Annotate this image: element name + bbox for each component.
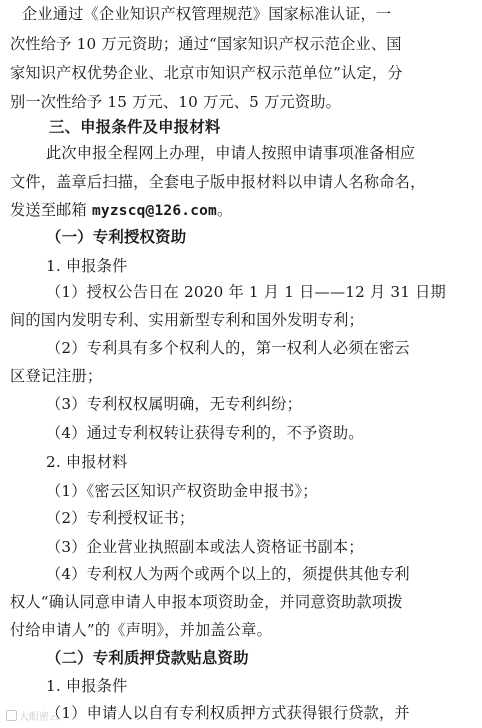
section-heading-3: 三、申报条件及申报材料 <box>49 118 221 136</box>
email-line <box>10 200 232 221</box>
paragraph-line: （3）企业营业执照副本或法人资格证书副本； <box>46 538 364 556</box>
email-prefix-text: 发送至邮箱 <box>10 201 87 219</box>
paragraph-line: （2）专利具有多个权利人的，第一权利人必须在密云 <box>46 339 410 357</box>
paragraph-line: 1. 申报条件 <box>46 677 128 695</box>
paragraph-line: （1）申请人以自有专利权质押方式获得银行贷款，并 <box>46 704 410 722</box>
paragraph-line: 别一次性给予 15 万元、10 万元、5 万元资助。 <box>10 93 342 111</box>
paragraph-line: （4）专利权人为两个或两个以上的，须提供其他专利 <box>46 565 410 583</box>
paragraph-line: （3）专利权权属明确，无专利纠纷； <box>46 395 303 413</box>
paragraph-line: 付给申请人”的《声明》，并加盖公章。 <box>10 621 272 639</box>
paragraph-line: 区登记注册； <box>10 367 103 385</box>
paragraph-line: 家知识产权优势企业、北京市知识产权示范单位”认定，分 <box>10 64 403 82</box>
watermark-icon <box>6 710 17 721</box>
paragraph-line: 文件，盖章后扫描，全套电子版申报材料以申请人名称命名， <box>10 173 426 191</box>
paragraph-line: 企业通过《企业知识产权管理规范》国家标准认证，一 <box>22 5 392 23</box>
paragraph-line: 1. 申报条件 <box>46 257 128 275</box>
paragraph-line: （2）专利授权证书； <box>46 509 195 527</box>
email-suffix-text: 。 <box>217 201 233 219</box>
paragraph-line: 权人“确认同意申请人申报本项资助金，并同意资助款项拨 <box>10 593 403 611</box>
subsection-heading-2: （二）专利质押贷款贴息资助 <box>46 649 249 667</box>
paragraph-line: （1）《密云区知识产权资助金申报书》； <box>46 482 318 500</box>
paragraph-line: （1）授权公告日在 2020 年 1 月 1 日——12 月 31 日期 <box>46 283 446 301</box>
paragraph-line: 2. 申报材料 <box>46 453 128 471</box>
paragraph-line: （4）通过专利权转让获得专利的，不予资助。 <box>46 424 364 442</box>
paragraph-line: 此次申报全程网上办理，申请人按照申请事项准备相应 <box>46 144 416 162</box>
paragraph-line: 次性给予 10 万元资助；通过“国家知识产权示范企业、国 <box>10 35 402 53</box>
watermark-text: 大眼密云 <box>19 712 59 723</box>
watermark <box>6 708 59 723</box>
paragraph-line: 间的国内发明专利、实用新型专利和国外发明专利； <box>10 311 364 329</box>
subsection-heading-1: （一）专利授权资助 <box>46 228 187 246</box>
email-address-link[interactable]: myzscq@126.com <box>91 203 217 219</box>
